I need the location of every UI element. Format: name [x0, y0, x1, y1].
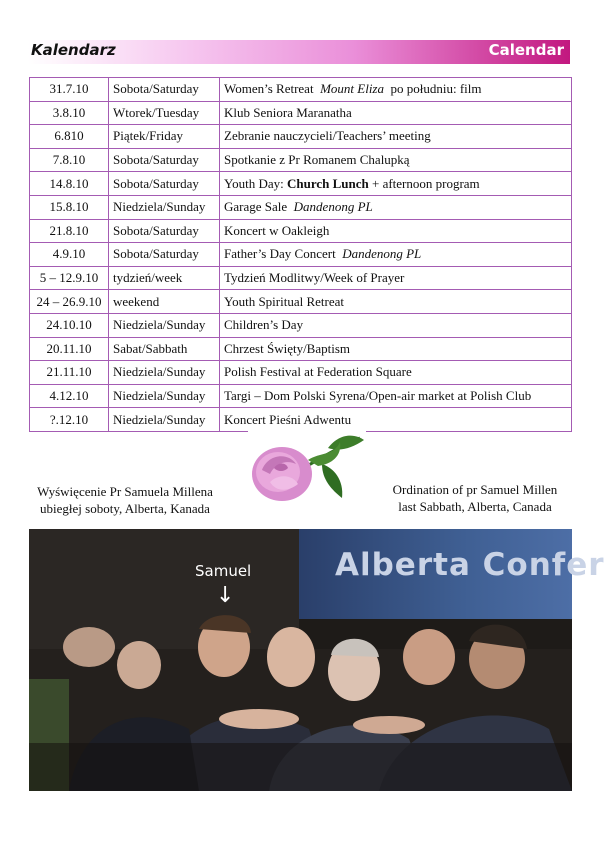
event-description [220, 361, 572, 385]
event-text-segment: Women’s Retreat [224, 81, 321, 97]
calendar-row [30, 266, 572, 290]
event-date: 4.12.10 [30, 384, 109, 408]
event-description [220, 172, 572, 196]
event-description [220, 195, 572, 219]
calendar-table [29, 77, 572, 432]
event-text-segment: Spotkanie z Pr Romanem Chalupką [224, 152, 410, 168]
event-text-segment: Mount Eliza [320, 81, 384, 97]
calendar-row [30, 148, 572, 172]
calendar-row [30, 290, 572, 314]
event-description [220, 78, 572, 102]
caption-polish-line2: ubiegłej soboty, Alberta, Kanada [40, 501, 210, 516]
event-description [220, 290, 572, 314]
event-day: Niedziela/Sunday [109, 408, 220, 432]
event-date: 4.9.10 [30, 243, 109, 267]
event-day: Niedziela/Sunday [109, 195, 220, 219]
event-date: 15.8.10 [30, 195, 109, 219]
event-date: 3.8.10 [30, 101, 109, 125]
event-description [220, 148, 572, 172]
photo-crowd-illustration [29, 529, 572, 791]
event-date: 21.11.10 [30, 361, 109, 385]
event-description [220, 243, 572, 267]
event-day: Sobota/Saturday [109, 243, 220, 267]
event-description [220, 337, 572, 361]
event-date: 31.7.10 [30, 78, 109, 102]
event-date: 20.11.10 [30, 337, 109, 361]
calendar-header-bar [28, 40, 570, 64]
event-description [220, 384, 572, 408]
caption-polish [30, 483, 220, 517]
calendar-row [30, 78, 572, 102]
event-description [220, 313, 572, 337]
event-text-segment: Dandenong PL [293, 199, 373, 215]
calendar-row [30, 172, 572, 196]
event-text-segment: po południu: film [384, 81, 482, 97]
event-text-segment: Tydzień Modlitwy/Week of Prayer [224, 270, 405, 286]
event-date: 21.8.10 [30, 219, 109, 243]
event-text-segment: Chrzest Święty/Baptism [224, 340, 351, 356]
event-text-segment: Garage Sale [224, 199, 294, 215]
caption-english-line2: last Sabbath, Alberta, Canada [398, 499, 552, 514]
event-text-segment: Targi – Dom Polski Syrena/Open-air market at Polish Club [224, 388, 532, 404]
header-title-polish: Kalendarz [31, 41, 116, 59]
event-text-segment: Koncert Pieśni Adwentu [224, 411, 352, 427]
event-day: Niedziela/Sunday [109, 384, 220, 408]
event-date: 24 – 26.9.10 [30, 290, 109, 314]
caption-polish-line1: Wyświęcenie Pr Samuela Millena [37, 484, 213, 499]
calendar-row [30, 101, 572, 125]
event-day: Niedziela/Sunday [109, 313, 220, 337]
event-description [220, 408, 572, 432]
ordination-photo [29, 529, 605, 791]
photo-banner-text: Alberta Confer [335, 547, 605, 583]
calendar-row [30, 408, 572, 432]
event-date: 7.8.10 [30, 148, 109, 172]
event-date: 6.810 [30, 125, 109, 149]
event-text-segment: + afternoon program [368, 175, 480, 191]
rose-image [248, 430, 366, 514]
calendar-row [30, 337, 572, 361]
event-day: Sobota/Saturday [109, 219, 220, 243]
event-text-segment: Church Lunch [286, 175, 369, 191]
caption-english-line1: Ordination of pr Samuel Millen [392, 482, 558, 497]
calendar-row [30, 243, 572, 267]
event-date: ?.12.10 [30, 408, 109, 432]
event-day: tydzień/week [109, 266, 220, 290]
event-text-segment: Koncert w Oakleigh [224, 222, 330, 238]
event-day: Piątek/Friday [109, 125, 220, 149]
calendar-row [30, 125, 572, 149]
caption-english [380, 481, 570, 515]
photo-name-label: Samuel [195, 562, 252, 580]
calendar-row [30, 195, 572, 219]
event-day: Niedziela/Sunday [109, 361, 220, 385]
event-description [220, 266, 572, 290]
event-text-segment: Father’s Day Concert [224, 246, 343, 262]
event-description [220, 125, 572, 149]
event-text-segment: Zebranie nauczycieli/Teachers’ meeting [224, 128, 431, 144]
event-day: weekend [109, 290, 220, 314]
event-text-segment: Youth Day: [224, 175, 287, 191]
calendar-row [30, 313, 572, 337]
rose-icon [248, 430, 366, 514]
calendar-row [30, 384, 572, 408]
event-date: 14.8.10 [30, 172, 109, 196]
event-date: 24.10.10 [30, 313, 109, 337]
event-text-segment: Children’s Day [224, 317, 304, 333]
arrow-down-icon: ↓ [216, 583, 235, 608]
event-day: Wtorek/Tuesday [109, 101, 220, 125]
event-description [220, 219, 572, 243]
event-description [220, 101, 572, 125]
event-text-segment: Youth Spiritual Retreat [224, 293, 345, 309]
event-text-segment: Dandenong PL [342, 246, 422, 262]
event-text-segment: Polish Festival at Federation Square [224, 364, 412, 380]
event-day: Sobota/Saturday [109, 148, 220, 172]
event-day: Sabat/Sabbath [109, 337, 220, 361]
calendar-row [30, 361, 572, 385]
event-day: Sobota/Saturday [109, 172, 220, 196]
event-day: Sobota/Saturday [109, 78, 220, 102]
calendar-row [30, 219, 572, 243]
event-date: 5 – 12.9.10 [30, 266, 109, 290]
event-text-segment: Klub Seniora Maranatha [224, 104, 352, 120]
header-title-english: Calendar [488, 41, 564, 59]
